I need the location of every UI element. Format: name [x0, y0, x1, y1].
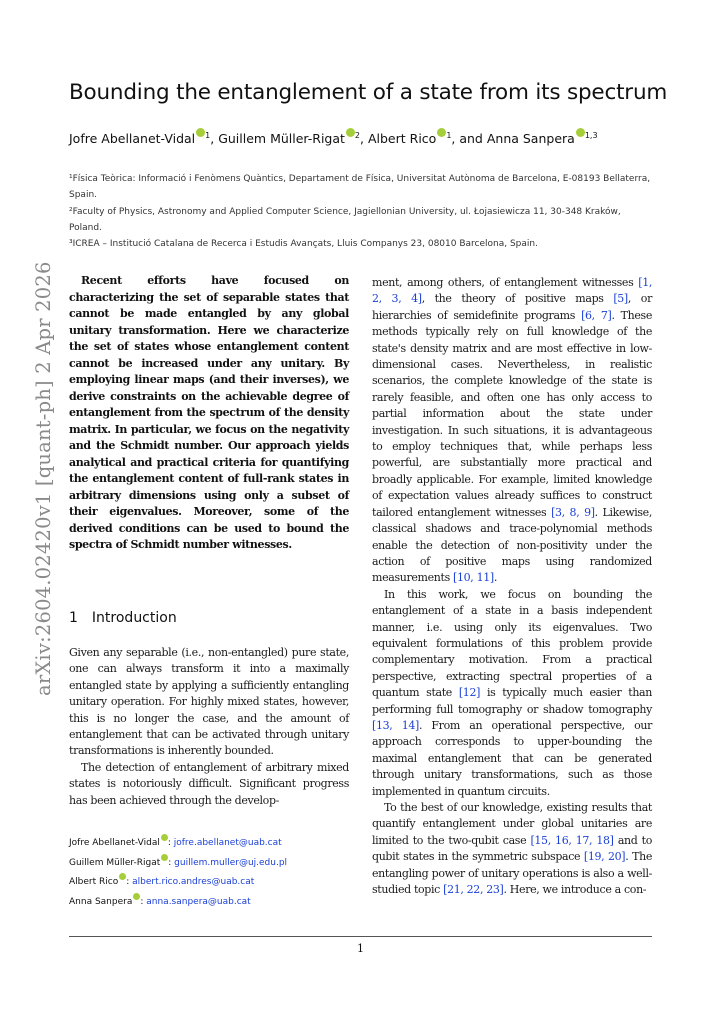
text-run: ment, among others, of entanglement witnesses: [372, 276, 639, 289]
citation-link[interactable]: [21, 22, 23]: [443, 883, 504, 897]
orcid-icon[interactable]: [133, 893, 140, 900]
paragraph: [372, 587, 652, 800]
author-name: Albert Rico: [367, 131, 437, 146]
intro-right-column: [372, 275, 652, 898]
paragraph: [372, 800, 652, 898]
citation-link[interactable]: [12]: [458, 686, 481, 700]
citation-link[interactable]: [5]: [613, 292, 628, 306]
email-entry: Albert Rico : albert.rico.andres@uab.cat: [69, 873, 359, 893]
orcid-icon[interactable]: [119, 873, 126, 880]
page-number: 1: [357, 942, 364, 955]
paper-title: Bounding the entanglement of a state from its spectrum: [69, 80, 668, 105]
paragraph: Given any separable (i.e., non-entangled) pure state, one can always transform it into a maximally entangled state by applying a sufficiently entangling unitary operation. For highly mixed states, however, this is no longer the case, and the amount of entanglement that can be activated through unitary transformations is inherently bounded.: [69, 646, 349, 758]
text-run: To the best of our knowledge, existing results that quantify entanglement under global unitaries are limited to the two-qubit case: [372, 801, 652, 847]
email-entry: Guillem Müller-Rigat : guillem.muller@uj.edu.pl: [69, 854, 359, 874]
author-list: Jofre Abellanet-Vidal $^1$, Guillem Müller-Rigat $^2$, Albert Rico $^1$, and Anna Sanpera $^{1,3}$: [69, 128, 669, 146]
footer-rule: [69, 936, 652, 937]
text-run: and to qubit states in the symmetric subspace: [372, 833, 653, 864]
citation-link[interactable]: [6, 7]: [581, 308, 612, 322]
citation-link[interactable]: [19, 20]: [583, 850, 626, 864]
section-title: Introduction: [91, 610, 177, 626]
affiliation-2: ²Faculty of Physics, Astronomy and Applied Computer Science, Jagiellonian University, ul. Łojasiewicza 11, 30-348 Kraków, Poland.: [69, 207, 621, 233]
text-run: .: [493, 571, 497, 585]
section-heading: [69, 610, 177, 626]
author-name: Guillem Müller-Rigat: [218, 131, 345, 146]
section-number: 1: [69, 610, 78, 626]
email-link[interactable]: guillem.muller@uj.edu.pl: [174, 857, 288, 868]
arxiv-stamp-text: arXiv:2604.02420v1 [quant-ph] 2 Apr 2026: [32, 261, 55, 696]
text-run: . From an operational perspective, our approach corresponds to upper-bounding the maximal entanglement that can be generated through unitary transformations, such as those implemented in quantum circuits.: [372, 718, 652, 798]
email-entry: Jofre Abellanet-Vidal : jofre.abellanet@uab.cat: [69, 834, 359, 854]
email-entry: Anna Sanpera : anna.sanpera@uab.cat: [69, 893, 359, 913]
orcid-icon[interactable]: [346, 128, 355, 137]
orcid-icon[interactable]: [161, 834, 168, 841]
text-run: is typically much easier than performing full tomography or shadow tomography: [372, 686, 653, 716]
orcid-icon[interactable]: [196, 128, 205, 137]
text-run: . These methods typically rely on full knowledge of the state's density matrix and are most effective in low-dimensional cases. Nevertheless, in realistic scenarios, the complete knowledge of the state is rarely feasible, and often one has only access to partial information about the state under investigation. In such situations, it is advantageous to employ techniques that, while perhaps less powerful, are substantially more practical and broadly applicable. For example, limited knowledge of expectation values already suffices to construct tailored entanglement witnesses: [372, 308, 652, 519]
text-run: , the theory of positive maps: [421, 292, 614, 306]
paragraph: The detection of entanglement of arbitrary mixed states is notoriously difficult. Significant progress has been achieved through the develop-: [69, 760, 349, 807]
citation-link[interactable]: [13, 14]: [372, 718, 419, 732]
text-run: . Here, we introduce a con-: [503, 883, 647, 897]
paragraph: [372, 275, 652, 587]
abstract: Recent efforts have focused on characterizing the set of separable states that cannot be made entangled by any global unitary transformation. Here we characterize the set of states whose entanglement content cannot be increased under any unitary. By employing linear maps (and their inverses), we derive constraints on the achievable degree of entanglement from the spectrum of the density matrix. In particular, we focus on the negativity and the Schmidt number. Our approach yields analytical and practical criteria for quantifying the entanglement content of full-rank states in arbitrary dimensions using only a subset of their eigenvalues. Moreover, some of the derived conditions can be used to bound the spectra of Schmidt number witnesses.: [69, 274, 349, 551]
orcid-icon[interactable]: [576, 128, 585, 137]
affiliation-1: ¹Física Teòrica: Informació i Fenòmens Quàntics, Departament de Física, Universitat Autònoma de Barcelona, E-08193 Bellaterra, Spain.: [69, 174, 651, 200]
text-run: . The entangling power of unitary operations is also a well-studied topic: [372, 850, 652, 897]
orcid-icon[interactable]: [437, 128, 446, 137]
author-name: Jofre Abellanet-Vidal: [69, 131, 196, 146]
author-separator: , and: [451, 131, 487, 146]
citation-link[interactable]: [15, 16, 17, 18]: [530, 833, 614, 847]
email-link[interactable]: jofre.abellanet@uab.cat: [173, 838, 282, 848]
email-link[interactable]: albert.rico.andres@uab.cat: [132, 877, 255, 887]
orcid-icon[interactable]: [161, 854, 168, 861]
citation-link[interactable]: [3, 8, 9]: [551, 505, 595, 519]
citation-link[interactable]: [10, 11]: [453, 571, 494, 585]
text-run: In this work, we focus on bounding the entanglement of a state in a basis independent manner, i.e. using only its eigenvalues. Two equivalent formulations of this problem provide complementary motivation. From a practical perspective, extracting spectral properties of a quantum state: [372, 587, 652, 700]
email-footnote: [69, 834, 359, 912]
intro-left-column: [69, 645, 349, 809]
text-run: . Likewise, classical shadows and trace-polynomial methods enable the detection of non-positivity under the action of positive maps using randomized measurements: [372, 505, 652, 585]
email-link[interactable]: anna.sanpera@uab.cat: [146, 896, 251, 907]
author-name: Anna Sanpera: [486, 131, 575, 146]
arxiv-stamp: [14, 261, 55, 696]
text-run: , or hierarchies of semidefinite programs: [372, 292, 652, 322]
affiliation-3: ³ICREA – Institució Catalana de Recerca i Estudis Avançats, Lluis Companys 23, 08010 Barcelona, Spain.: [69, 239, 538, 249]
citation-link[interactable]: [1, 2, 3, 4]: [372, 276, 652, 306]
